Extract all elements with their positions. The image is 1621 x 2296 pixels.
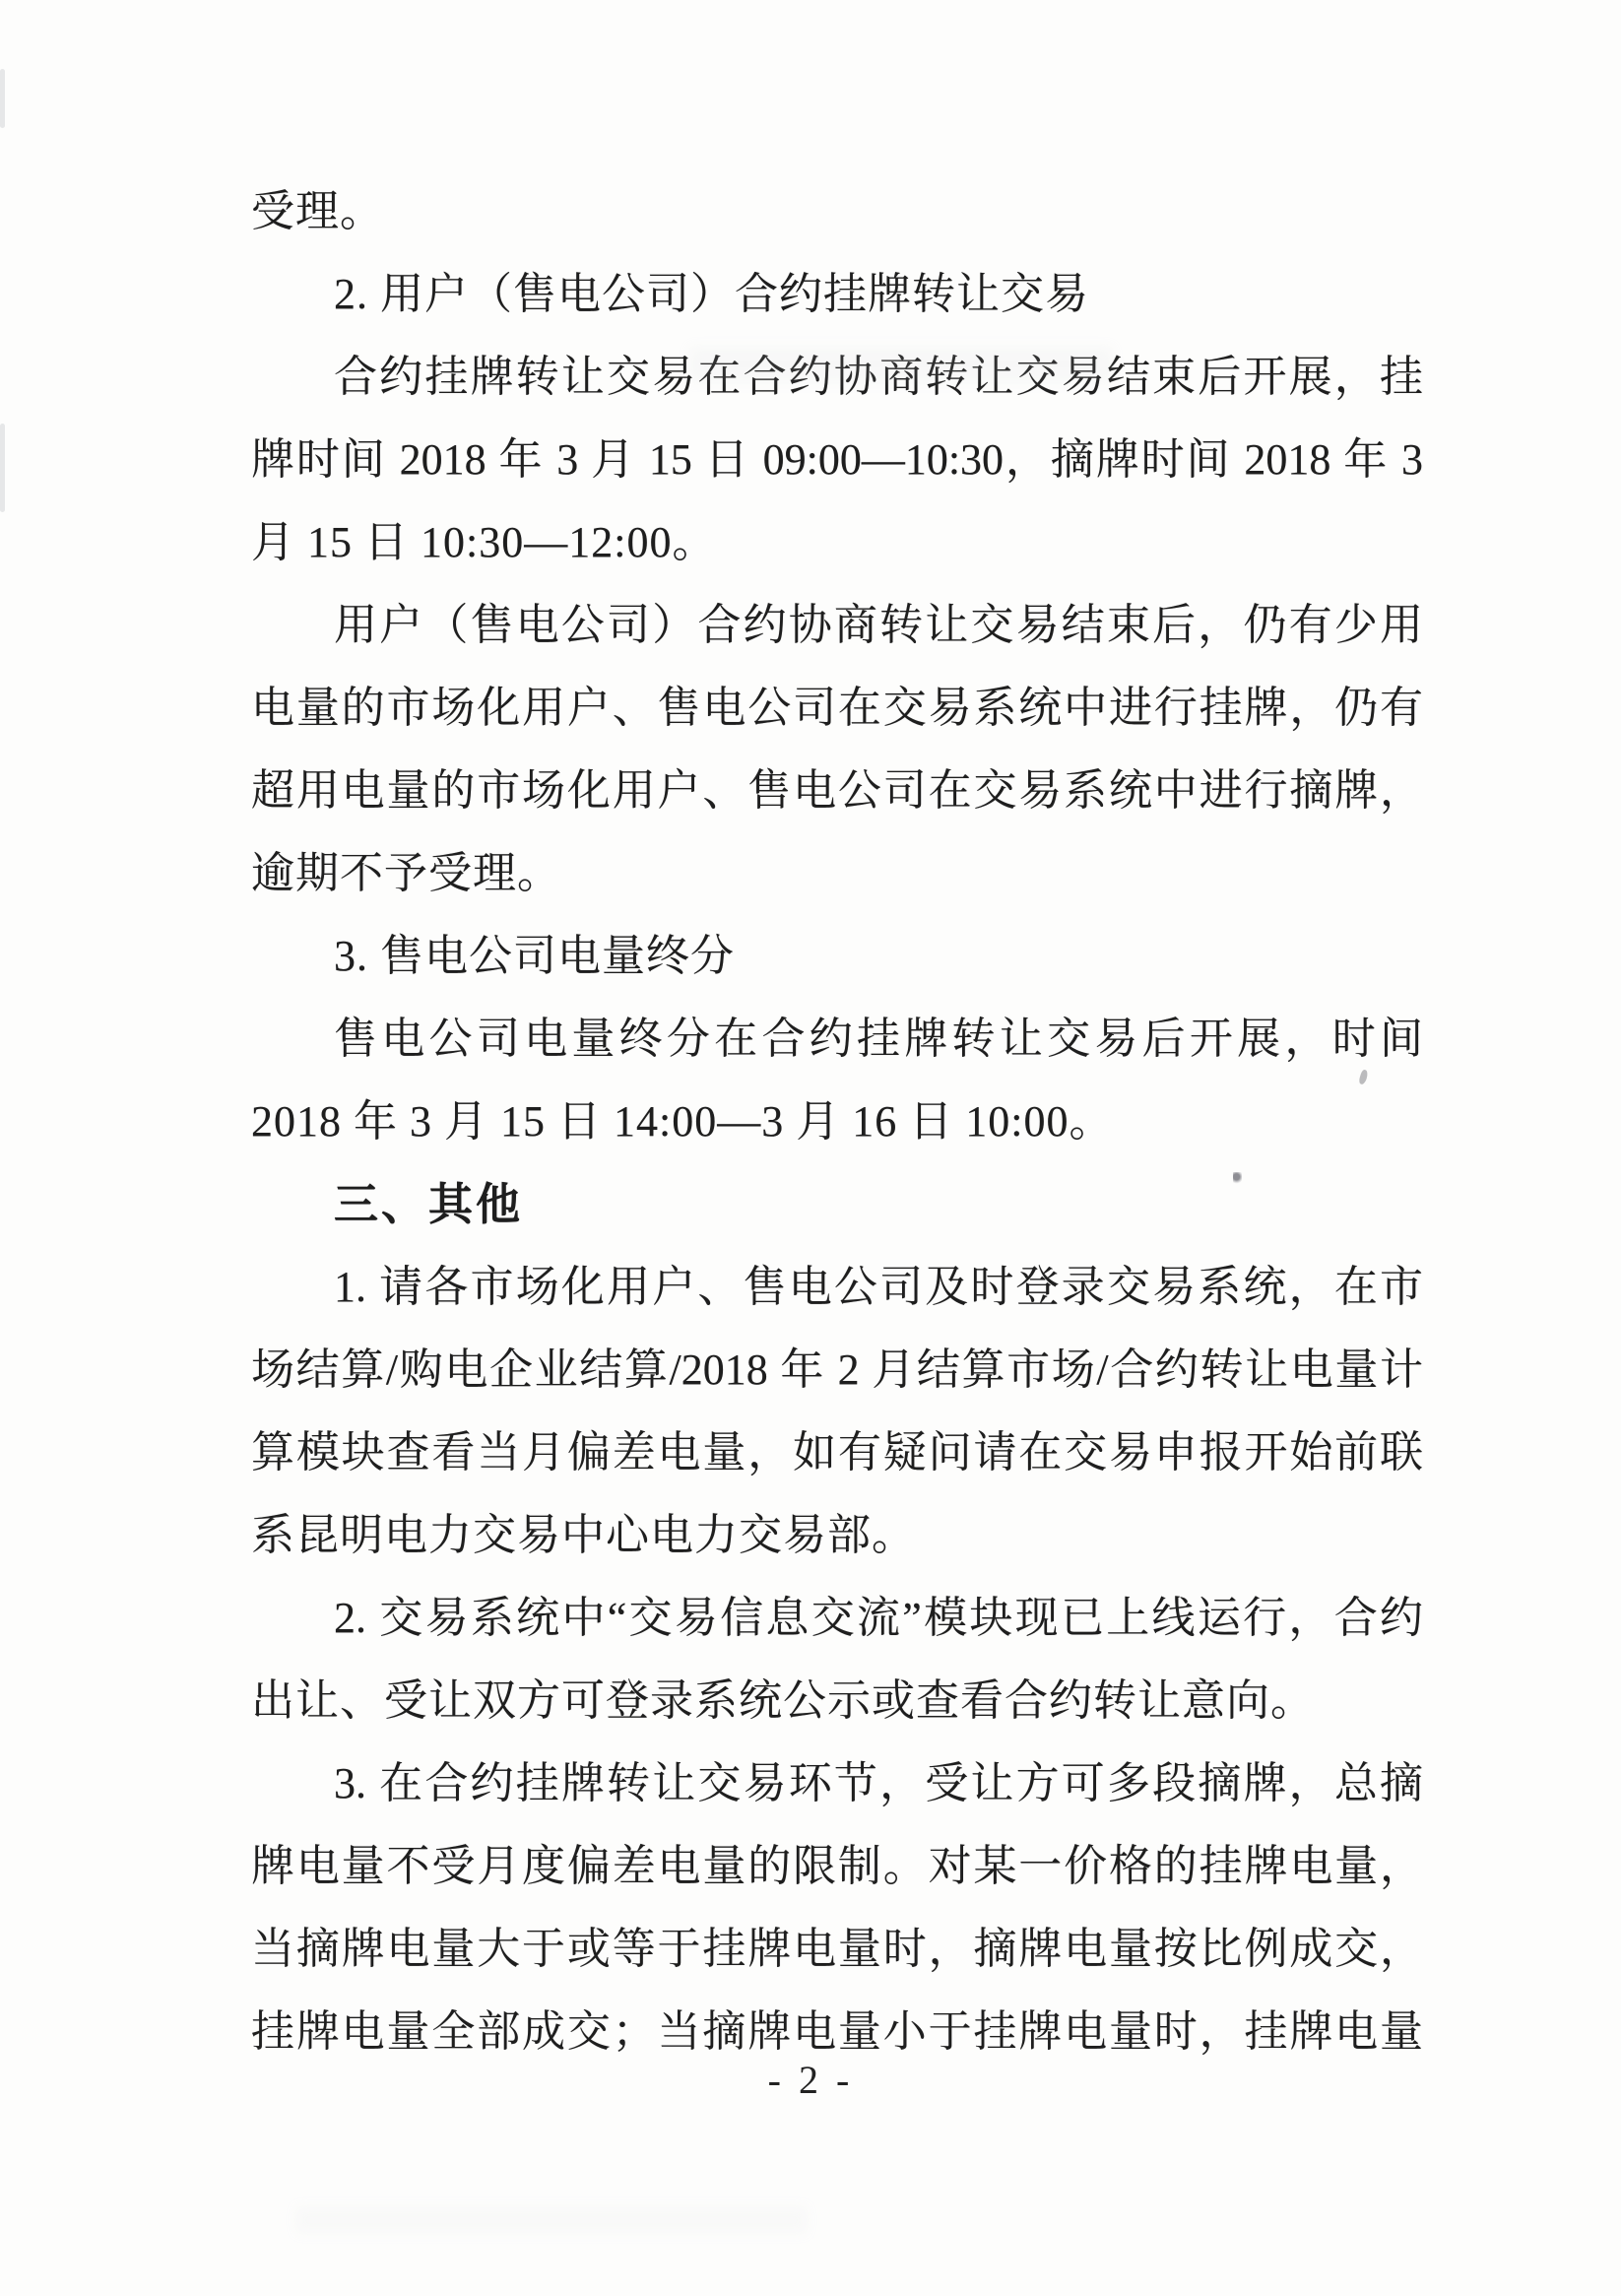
document-line: 3. 在合约挂牌转让交易环节，受让方可多段摘牌，总摘 [334,1759,1423,1807]
scan-artifact [0,69,5,128]
document-line: 月 15 日 10:30—12:00。 [251,518,717,566]
document-line: 系昆明电力交易中心电力交易部。 [251,1511,916,1559]
document-line: 2. 交易系统中“交易信息交流”模块现已上线运行，合约 [334,1594,1423,1642]
document-line: 超用电量的市场化用户、售电公司在交易系统中进行摘牌， [251,766,1423,815]
section-heading: 三、其他 [334,1179,524,1229]
document-line: 出让、受让双方可登录系统公示或查看合约转让意向。 [251,1676,1315,1725]
document-line: 1. 请各市场化用户、售电公司及时登录交易系统，在市 [334,1263,1423,1311]
document-line: 3. 售电公司电量终分 [334,932,735,980]
document-line: 逾期不予受理。 [251,849,561,897]
document-line: 合约挂牌转让交易在合约协商转让交易结束后开展，挂 [334,353,1423,401]
page-number: - 2 - [767,2058,854,2102]
document-line: 用户（售电公司）合约协商转让交易结束后，仍有少用 [334,601,1423,649]
document-line: 挂牌电量全部成交；当摘牌电量小于挂牌电量时，挂牌电量 [251,2007,1423,2056]
document-line: 牌电量不受月度偏差电量的限制。对某一价格的挂牌电量， [251,1842,1423,1890]
document-line: 受理。 [251,187,384,235]
document-line: 算模块查看当月偏差电量，如有疑问请在交易申报开始前联 [251,1428,1423,1476]
document-line: 2. 用户（售电公司）合约挂牌转让交易 [334,270,1089,318]
scan-artifact [295,2206,808,2234]
document-line: 2018 年 3 月 15 日 14:00—3 月 16 日 10:00。 [251,1097,1114,1146]
document-line: 牌时间 2018 年 3 月 15 日 09:00—10:30，摘牌时间 2018 年 3 [251,435,1423,484]
scan-artifact [0,424,5,512]
document-line: 售电公司电量终分在合约挂牌转让交易后开展，时间 [334,1015,1423,1063]
document-line: 电量的市场化用户、售电公司在交易系统中进行挂牌，仍有 [251,684,1423,732]
document-body [251,170,1423,2073]
document-line: 场结算/购电企业结算/2018 年 2 月结算市场/合约转让电量计 [251,1345,1423,1394]
document-line: 当摘牌电量大于或等于挂牌电量时，摘牌电量按比例成交， [251,1925,1423,1973]
